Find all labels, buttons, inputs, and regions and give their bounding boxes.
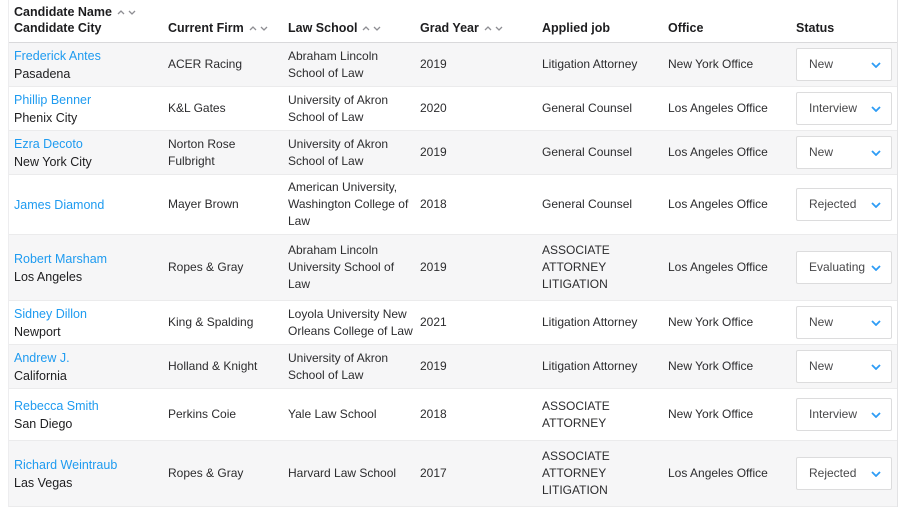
col-header-status-label: Status (796, 21, 835, 35)
sort-descending-icon[interactable] (260, 26, 268, 31)
col-header-status (796, 20, 897, 42)
status-value: Evaluating (809, 260, 866, 274)
table-row (9, 301, 897, 345)
candidate-name-link[interactable]: Andrew J. (14, 350, 70, 365)
law-school: Yale Law School (288, 407, 377, 421)
chevron-down-icon (871, 412, 881, 418)
status-value: Rejected (809, 466, 857, 480)
col-header-grad-year (420, 20, 542, 42)
table-row (9, 131, 897, 175)
office: Los Angeles Office (668, 260, 768, 274)
status-dropdown[interactable] (796, 92, 892, 125)
chevron-down-icon (871, 106, 881, 112)
col-header-applied-job-label: Applied job (542, 21, 611, 35)
col-header-candidate-city: Candidate City (14, 21, 102, 35)
col-header-law-school (288, 20, 420, 42)
chevron-down-icon (871, 471, 881, 477)
law-school: Abraham Lincoln School of Law (288, 48, 379, 80)
grad-year: 2017 (420, 466, 447, 480)
col-header-candidate-name[interactable]: Candidate Name (14, 5, 112, 19)
table-row (9, 389, 897, 441)
law-school: Abraham Lincoln University School of Law (288, 243, 395, 291)
col-header-office (668, 20, 796, 42)
status-dropdown[interactable] (796, 48, 892, 81)
table-row (9, 235, 897, 301)
candidate-name-link[interactable]: James Diamond (14, 197, 105, 212)
office: Los Angeles Office (668, 197, 768, 211)
applied-job: General Counsel (542, 197, 633, 211)
grad-year: 2019 (420, 260, 447, 274)
applied-job: ASSOCIATE ATTORNEY LITIGATION (542, 449, 610, 497)
candidate-name-link[interactable]: Ezra Decoto (14, 136, 83, 151)
status-value: Interview (809, 407, 858, 421)
table-row (9, 43, 897, 87)
chevron-down-icon (871, 62, 881, 68)
status-dropdown[interactable] (796, 350, 892, 383)
current-firm: Ropes & Gray (168, 466, 244, 480)
office: Los Angeles Office (668, 101, 768, 115)
law-school: University of Akron School of Law (288, 92, 389, 124)
sort-ascending-icon[interactable] (484, 26, 492, 31)
chevron-down-icon (871, 320, 881, 326)
law-school: University of Akron School of Law (288, 350, 389, 382)
sort-descending-icon[interactable] (495, 26, 503, 31)
status-dropdown[interactable] (796, 251, 892, 284)
sort-ascending-icon[interactable] (249, 26, 257, 31)
sort-descending-icon[interactable] (373, 26, 381, 31)
current-firm: K&L Gates (168, 101, 226, 115)
col-header-office-label: Office (668, 21, 704, 35)
law-school: Harvard Law School (288, 466, 397, 480)
applied-job: Litigation Attorney (542, 315, 638, 329)
law-school: Loyola University New Orleans College of Law (288, 306, 413, 338)
table-row (9, 87, 897, 131)
office: New York Office (668, 315, 754, 329)
law-school: American University, Washington College of Law (288, 180, 409, 228)
applied-job: General Counsel (542, 145, 633, 159)
current-firm: Norton Rose Fulbright (168, 136, 236, 168)
candidate-city: Pasadena (14, 66, 71, 81)
status-dropdown[interactable] (796, 136, 892, 169)
office: Los Angeles Office (668, 145, 768, 159)
candidate-city: New York City (14, 154, 92, 169)
table-row (9, 175, 897, 235)
status-value: New (809, 57, 834, 71)
grad-year: 2018 (420, 197, 447, 211)
current-firm: ACER Racing (168, 57, 243, 71)
current-firm: Holland & Knight (168, 359, 258, 373)
sort-descending-icon[interactable] (128, 10, 136, 15)
candidate-city: Phenix City (14, 110, 78, 125)
candidates-table (8, 0, 898, 507)
col-header-grad-year-label[interactable]: Grad Year (420, 21, 479, 35)
status-value: Interview (809, 101, 858, 115)
col-header-law-school-label[interactable]: Law School (288, 21, 358, 35)
chevron-down-icon (871, 202, 881, 208)
office: Los Angeles Office (668, 466, 768, 480)
sort-control-candidate-name[interactable] (117, 10, 136, 15)
candidate-name-link[interactable]: Richard Weintraub (14, 457, 118, 472)
grad-year: 2018 (420, 407, 447, 421)
col-header-current-firm (168, 20, 288, 42)
grad-year: 2019 (420, 359, 447, 373)
col-header-applied-job (542, 20, 668, 42)
candidate-name-link[interactable]: Rebecca Smith (14, 398, 99, 413)
candidate-name-link[interactable]: Robert Marsham (14, 251, 108, 266)
law-school: University of Akron School of Law (288, 136, 389, 168)
status-dropdown[interactable] (796, 306, 892, 339)
candidate-city: Newport (14, 324, 61, 339)
table-row (9, 345, 897, 389)
status-value: New (809, 315, 834, 329)
current-firm: Ropes & Gray (168, 260, 244, 274)
status-dropdown[interactable] (796, 188, 892, 221)
status-value: New (809, 145, 834, 159)
table-row (9, 441, 897, 507)
chevron-down-icon (871, 150, 881, 156)
chevron-down-icon (871, 364, 881, 370)
candidate-city: San Diego (14, 416, 73, 431)
grad-year: 2020 (420, 101, 447, 115)
grad-year: 2019 (420, 57, 447, 71)
applied-job: ASSOCIATE ATTORNEY LITIGATION (542, 243, 610, 291)
table-header (9, 0, 897, 43)
candidate-city: Los Angeles (14, 269, 83, 284)
grad-year: 2021 (420, 315, 447, 329)
office: New York Office (668, 359, 754, 373)
applied-job: Litigation Attorney (542, 57, 638, 71)
grad-year: 2019 (420, 145, 447, 159)
sort-ascending-icon[interactable] (362, 26, 370, 31)
candidate-name-link[interactable]: Frederick Antes (14, 48, 101, 63)
candidate-name-link[interactable]: Phillip Benner (14, 92, 92, 107)
office: New York Office (668, 57, 754, 71)
current-firm: Mayer Brown (168, 197, 239, 211)
status-dropdown[interactable] (796, 398, 892, 431)
status-dropdown[interactable] (796, 457, 892, 490)
col-header-current-firm-label[interactable]: Current Firm (168, 21, 244, 35)
applied-job: ASSOCIATE ATTORNEY (542, 398, 610, 430)
chevron-down-icon (871, 265, 881, 271)
candidate-city: Las Vegas (14, 475, 73, 490)
col-header-candidate (9, 4, 168, 42)
candidate-name-link[interactable]: Sidney Dillon (14, 306, 87, 321)
applied-job: Litigation Attorney (542, 359, 638, 373)
sort-control-grad-year[interactable] (484, 26, 503, 31)
sort-ascending-icon[interactable] (117, 10, 125, 15)
candidate-city: California (14, 368, 67, 383)
current-firm: King & Spalding (168, 315, 254, 329)
sort-control-current-firm[interactable] (249, 26, 268, 31)
current-firm: Perkins Coie (168, 407, 237, 421)
sort-control-law-school[interactable] (362, 26, 381, 31)
status-value: New (809, 359, 834, 373)
office: New York Office (668, 407, 754, 421)
status-value: Rejected (809, 197, 857, 211)
applied-job: General Counsel (542, 101, 633, 115)
